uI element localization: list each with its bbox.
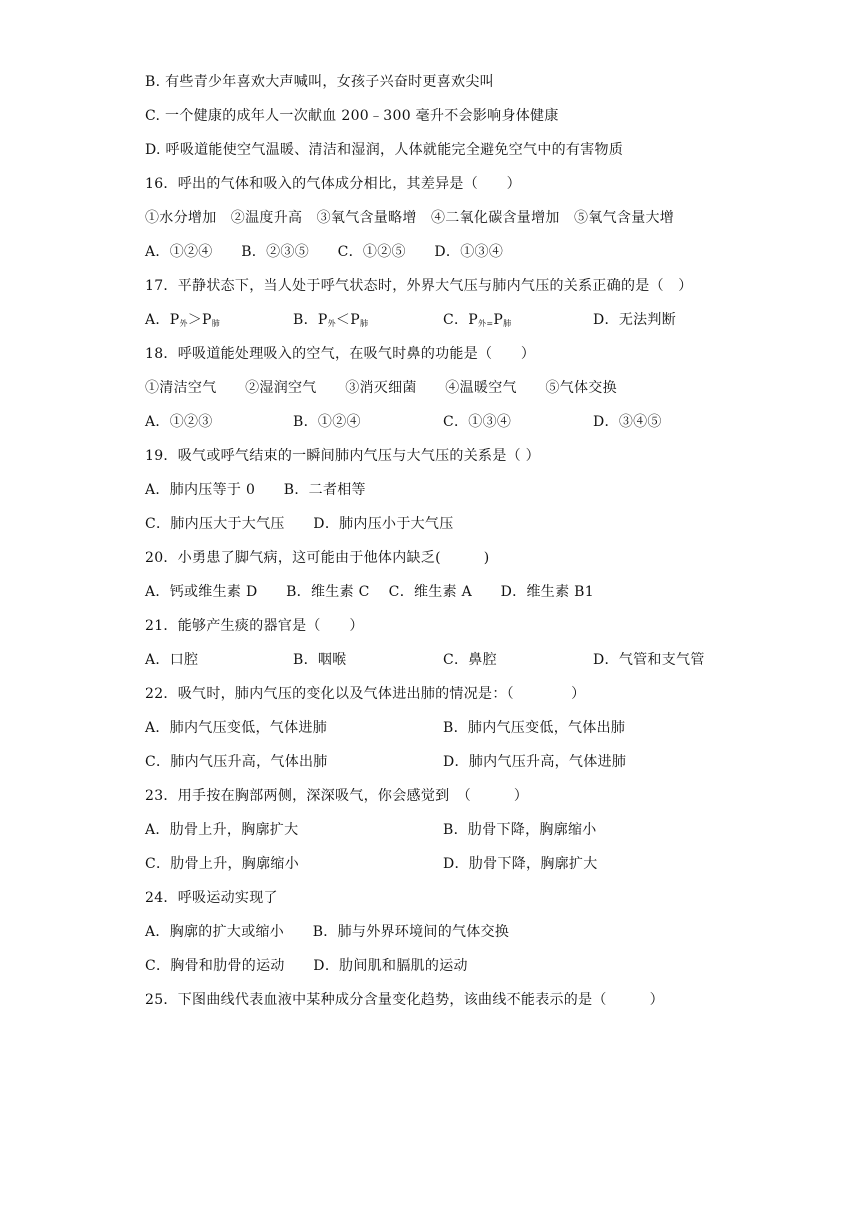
q19-options-cd: C．肺内压大于大气压 D．肺内压小于大气压	[145, 516, 454, 532]
q21-option-c: C．鼻腔	[443, 652, 497, 668]
q21-stem: 21．能够产生痰的器官是（ ）	[145, 618, 364, 634]
q22-stem: 22．吸气时，肺内气压的变化以及气体进出肺的情况是：（ ）	[145, 686, 586, 702]
q23-option-b: B．肋骨下降，胸廓缩小	[443, 822, 597, 838]
q21-option-b: B．咽喉	[293, 652, 347, 668]
q18-stem: 18．呼吸道能处理吸入的空气，在吸气时鼻的功能是（ ）	[145, 346, 536, 362]
q24-stem: 24．呼吸运动实现了	[145, 890, 278, 906]
q17-option-a: A．$P_外>P_肺$	[145, 312, 221, 328]
q17-option-b: B．$P_外<P_肺$	[293, 312, 369, 328]
q15-option-b: B. 有些青少年喜欢大声喊叫，女孩子兴奋时更喜欢尖叫	[145, 74, 494, 90]
q17-option-c: C．$P_{外=}P_肺$	[443, 312, 512, 328]
q21-option-a: A．口腔	[145, 652, 199, 668]
q23-option-d: D．肋骨下降，胸廓扩大	[443, 856, 598, 872]
q21-option-d: D．气管和支气管	[593, 652, 705, 668]
q18-items: ①清洁空气 ②湿润空气 ③消灭细菌 ④温暖空气 ⑤气体交换	[145, 380, 617, 396]
q18-option-b: B．①②④	[293, 414, 361, 430]
q23-option-a: A．肋骨上升，胸廓扩大	[145, 822, 299, 838]
q25-stem: 25．下图曲线代表血液中某种成分含量变化趋势，该曲线不能表示的是（ ）	[145, 992, 664, 1008]
q18-option-a: A．①②③	[145, 414, 213, 430]
q16-items: ①水分增加 ②温度升高 ③氧气含量略增 ④二氧化碳含量增加 ⑤氧气含量大增	[145, 210, 675, 226]
q16-stem: 16．呼出的气体和吸入的气体成分相比，其差异是（ ）	[145, 176, 521, 192]
q19-options-ab: A．肺内压等于 0 B．二者相等	[145, 482, 366, 498]
q20-options: A．钙或维生素 D B．维生素 C C．维生素 A D．维生素 B1	[145, 584, 594, 600]
q18-option-c: C．①③④	[443, 414, 512, 430]
q22-option-c: C．肺内气压升高，气体出肺	[145, 754, 328, 770]
q17-option-d: D．无法判断	[593, 312, 677, 328]
q20-stem: 20．小勇患了脚气病，这可能由于他体内缺乏( )	[145, 550, 490, 566]
q17-stem: 17．平静状态下，当人处于呼气状态时，外界大气压与肺内气压的关系正确的是（ ）	[145, 278, 693, 294]
q24-options-ab: A．胸廓的扩大或缩小 B．肺与外界环境间的气体交换	[145, 924, 510, 940]
q23-option-c: C．肋骨上升，胸廓缩小	[145, 856, 300, 872]
q15-option-c: C. 一个健康的成年人一次献血 200﹣300 毫升不会影响身体健康	[145, 108, 559, 124]
q22-option-a: A．肺内气压变低，气体进肺	[145, 720, 328, 736]
q24-options-cd: C．胸骨和肋骨的运动 D．肋间肌和膈肌的运动	[145, 958, 468, 974]
q22-option-d: D．肺内气压升高，气体进肺	[443, 754, 627, 770]
q15-option-d: D. 呼吸道能使空气温暖、清洁和湿润，人体就能完全避免空气中的有害物质	[145, 142, 624, 158]
q22-option-b: B．肺内气压变低，气体出肺	[443, 720, 626, 736]
q23-stem: 23．用手按在胸部两侧，深深吸气，你会感觉到 （ ）	[145, 788, 529, 804]
q19-stem: 19．吸气或呼气结束的一瞬间肺内气压与大气压的关系是（ ）	[145, 448, 540, 464]
q18-option-d: D．③④⑤	[593, 414, 662, 430]
q16-options: A．①②④ B．②③⑤ C．①②⑤ D．①③④	[145, 244, 504, 260]
